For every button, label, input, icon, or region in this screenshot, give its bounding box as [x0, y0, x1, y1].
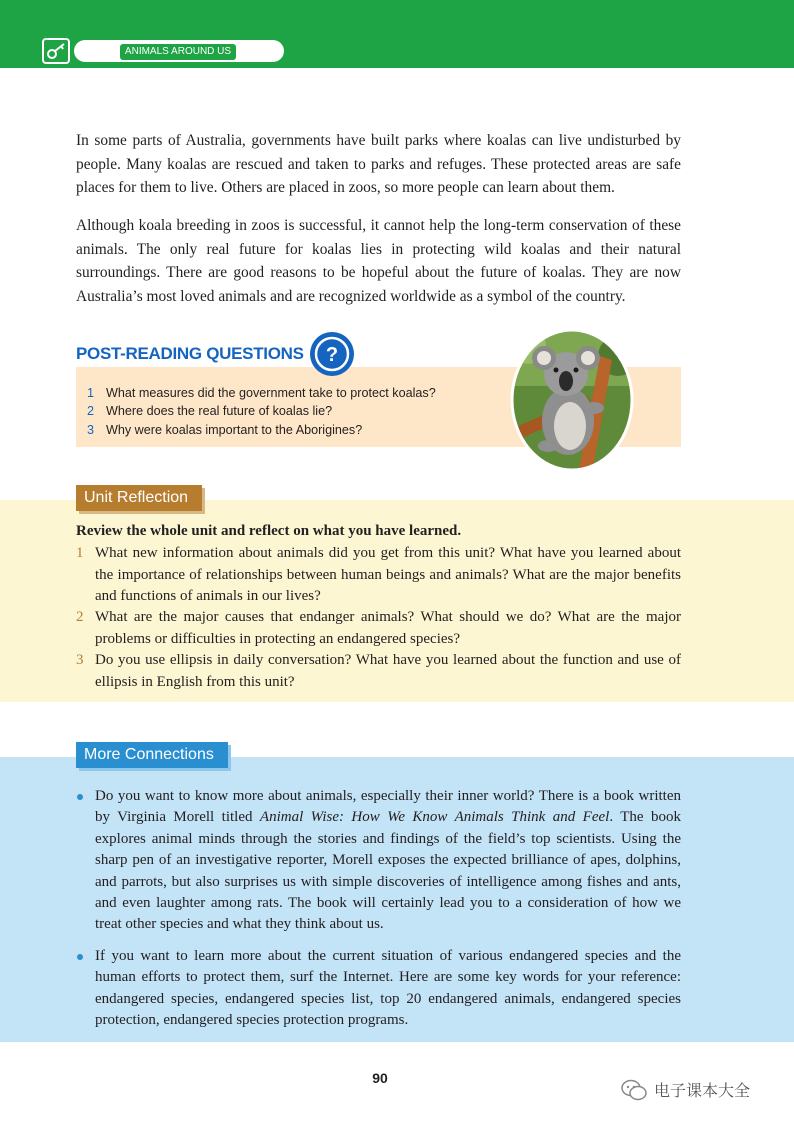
wechat-icon — [620, 1079, 648, 1101]
more-connections-title: More Connections — [76, 742, 228, 768]
question-item — [87, 423, 362, 437]
bullet-dot-icon — [77, 794, 83, 800]
question-badge-icon — [308, 330, 356, 378]
page-number: 90 — [372, 1070, 388, 1086]
svg-text:?: ? — [325, 344, 339, 366]
connections-bullet — [76, 786, 681, 936]
question-item — [87, 404, 332, 418]
reflection-item — [76, 607, 681, 650]
reading-paragraph-2: Although koala breeding in zoos is successful, it cannot help the long-term conservation of these animals. The only real future for koalas lies in protecting wild koalas and their natural surroundings. There are good reasons to be hopeful about the future of koalas. They are now Australia’s most loved animals and are recognized worldwide as a symbol of the country. — [76, 217, 681, 305]
reflection-text: Do you use ellipsis in daily conversation? What have you learned about the function and use of ellipsis in English from this unit? — [95, 652, 681, 690]
question-number: 3 — [87, 423, 95, 437]
koala-photo — [508, 326, 636, 474]
question-text: What measures did the government take to protect koalas? — [106, 386, 436, 400]
bullet-dot-icon — [77, 954, 83, 960]
bullet-text-part: . The book explores animal minds through the stories and findings of the field’s top scientists. Using the sharp pen of an investigative reporter, Morell exposes the expected brilliance of apes, dolphins, and parrots, but also surprises us with simple discoveries of intelligence among fishes and ants, and even laughter among rats. The book will certainly lead you to a consideration of how we treat other species and what they think about us. — [95, 809, 681, 933]
key-icon — [42, 38, 70, 64]
bullet-text-part: Do you want to know more about animals, especially their inner world? There is a book written by Virginia Morell titled — [95, 788, 681, 826]
reflection-text: What are the major causes that endanger animals? What should we do? What are the major problems or difficulties in protecting an endangered species? — [95, 609, 681, 647]
reflection-number: 2 — [76, 609, 84, 625]
unit-title: ANIMALS AROUND US — [120, 44, 236, 60]
question-number: 2 — [87, 404, 95, 418]
question-text: Where does the real future of koalas lie? — [106, 404, 333, 418]
connections-bullet-text: If you want to learn more about the current situation of various endangered species and the human efforts to protect them, surf the Internet. Here are some key words for your reference: endangered species, endangered species list, top 20 endangered animals, endangered species protection, endangered species protection programs. — [95, 948, 681, 1029]
reflection-number: 3 — [76, 652, 84, 668]
post-reading-title: POST-READING QUESTIONS — [76, 344, 304, 363]
unit-number: UNIT 5 — [43, 6, 80, 18]
reflection-text: What new information about animals did you get from this unit? What have you learned about the importance of relationships between human beings and animals? What are the major benefits and functions of animals in our lives? — [95, 545, 681, 604]
question-item — [87, 386, 436, 400]
question-text: Why were koalas important to the Aborigines? — [106, 423, 363, 437]
question-number: 1 — [87, 386, 95, 400]
connections-bullet-text — [95, 786, 681, 936]
reading-paragraph-1: In some parts of Australia, governments have built parks where koalas can live undisturbed by people. Many koalas are rescued and taken to parks and refuges. These protected areas are safe places for them to live. Others are placed in zoos, so more people can learn about them. — [76, 132, 681, 197]
connections-bullet — [76, 946, 681, 1032]
reflection-lead: Review the whole unit and reflect on what you have learned. — [76, 523, 462, 539]
reflection-item — [76, 650, 681, 693]
reflection-number: 1 — [76, 545, 84, 561]
watermark-text: 电子课本大全 — [654, 1081, 751, 1100]
unit-reflection-title: Unit Reflection — [76, 485, 202, 511]
reflection-item — [76, 543, 681, 608]
book-title: Animal Wise: How We Know Animals Think and Feel — [259, 809, 610, 826]
